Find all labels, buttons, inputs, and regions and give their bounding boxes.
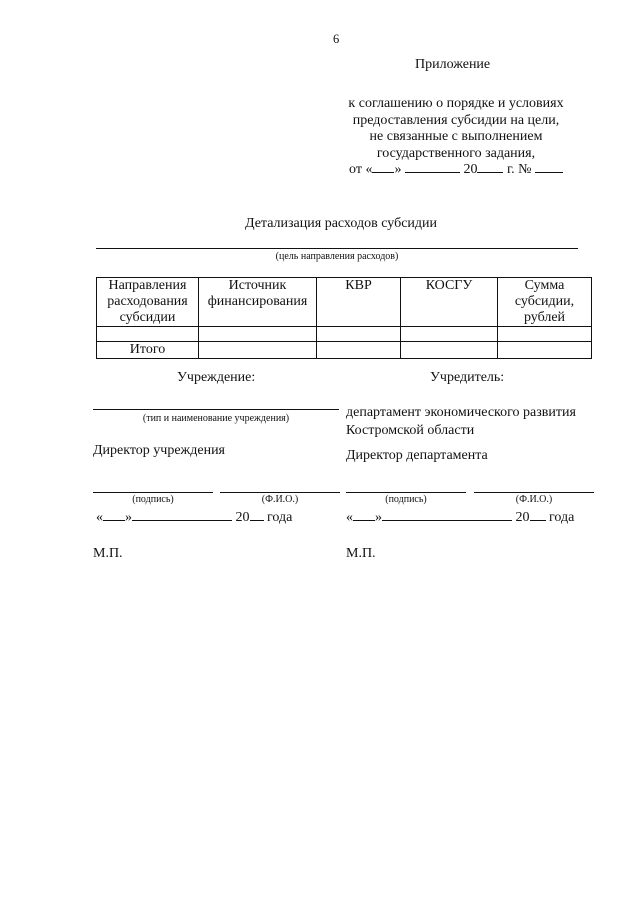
founder-date-line	[346, 510, 574, 526]
appendix-title: Приложение	[415, 57, 491, 72]
year-prefix: 20	[515, 510, 530, 525]
purpose-line[interactable]	[96, 248, 578, 249]
table-cell[interactable]	[97, 327, 199, 342]
signature-caption: (подпись)	[385, 494, 427, 505]
day-blank[interactable]	[372, 172, 394, 173]
year-prefix: 20	[463, 162, 478, 177]
day-blank[interactable]	[353, 520, 375, 521]
date-open: «	[346, 510, 353, 525]
date-close: »	[125, 510, 132, 525]
founder-org-line: департамент экономического развития	[346, 405, 576, 420]
page-number: 6	[333, 32, 340, 46]
table-cell[interactable]	[199, 342, 317, 359]
detail-table	[96, 277, 592, 359]
founder-director: Директор департамента	[346, 448, 488, 463]
month-blank[interactable]	[405, 172, 460, 173]
month-blank[interactable]	[132, 520, 232, 521]
header-amount: Сумма субсидии, рублей	[498, 278, 592, 327]
appendix-date-line	[330, 162, 582, 179]
header-kvr: КВР	[317, 278, 401, 327]
date-from-label: от «	[349, 162, 373, 177]
table-cell[interactable]	[317, 342, 401, 359]
day-blank[interactable]	[103, 520, 125, 521]
founder-heading: Учредитель:	[430, 370, 505, 385]
appendix-line: предоставления субсидии на цели,	[352, 112, 560, 128]
signature-caption: (подпись)	[132, 494, 174, 505]
founder-organization	[346, 404, 576, 440]
signature-line[interactable]	[346, 492, 466, 493]
header-directions: Направления расходования субсидии	[97, 278, 199, 327]
stamp-label: М.П.	[346, 546, 376, 561]
founder-org-line: Костромской области	[346, 423, 475, 438]
date-close: »	[375, 510, 382, 525]
fio-line[interactable]	[474, 492, 594, 493]
purpose-caption: (цель направления расходов)	[275, 251, 399, 262]
year-blank[interactable]	[477, 172, 503, 173]
doc-title: Детализация расходов субсидии	[244, 216, 438, 231]
stamp-label: М.П.	[93, 546, 123, 561]
header-source: Источник финансирования	[199, 278, 317, 327]
table-cell[interactable]	[199, 327, 317, 342]
number-label: г. №	[506, 162, 532, 177]
table-cell[interactable]	[498, 342, 592, 359]
signature-line[interactable]	[93, 492, 213, 493]
table-cell[interactable]	[498, 327, 592, 342]
table-total-row	[97, 342, 592, 359]
table-cell[interactable]	[401, 327, 498, 342]
institution-date-line	[96, 510, 292, 526]
year-blank[interactable]	[530, 520, 546, 521]
appendix-reference	[330, 96, 582, 179]
year-blank[interactable]	[250, 520, 264, 521]
number-blank[interactable]	[535, 172, 563, 173]
table-cell[interactable]	[401, 342, 498, 359]
institution-caption: (тип и наименование учреждения)	[142, 413, 290, 424]
institution-name-line[interactable]	[93, 409, 339, 410]
fio-caption: (Ф.И.О.)	[261, 494, 299, 505]
fio-caption: (Ф.И.О.)	[515, 494, 553, 505]
date-quote-close: »	[394, 162, 402, 177]
appendix-line: государственного задания,	[376, 145, 536, 161]
month-blank[interactable]	[382, 520, 512, 521]
appendix-line: к соглашению о порядке и условиях	[348, 96, 564, 111]
institution-heading: Учреждение:	[177, 370, 256, 385]
table-row	[97, 327, 592, 342]
year-word: года	[267, 510, 293, 525]
year-word: года	[549, 510, 575, 525]
table-cell[interactable]	[317, 327, 401, 342]
date-open: «	[96, 510, 103, 525]
fio-line[interactable]	[220, 492, 340, 493]
total-label: Итого	[97, 342, 199, 359]
appendix-line: не связанные с выполнением	[369, 129, 543, 144]
year-prefix: 20	[235, 510, 250, 525]
table-header-row	[97, 278, 592, 327]
header-kosgu: КОСГУ	[401, 278, 498, 327]
institution-director: Директор учреждения	[93, 443, 225, 458]
